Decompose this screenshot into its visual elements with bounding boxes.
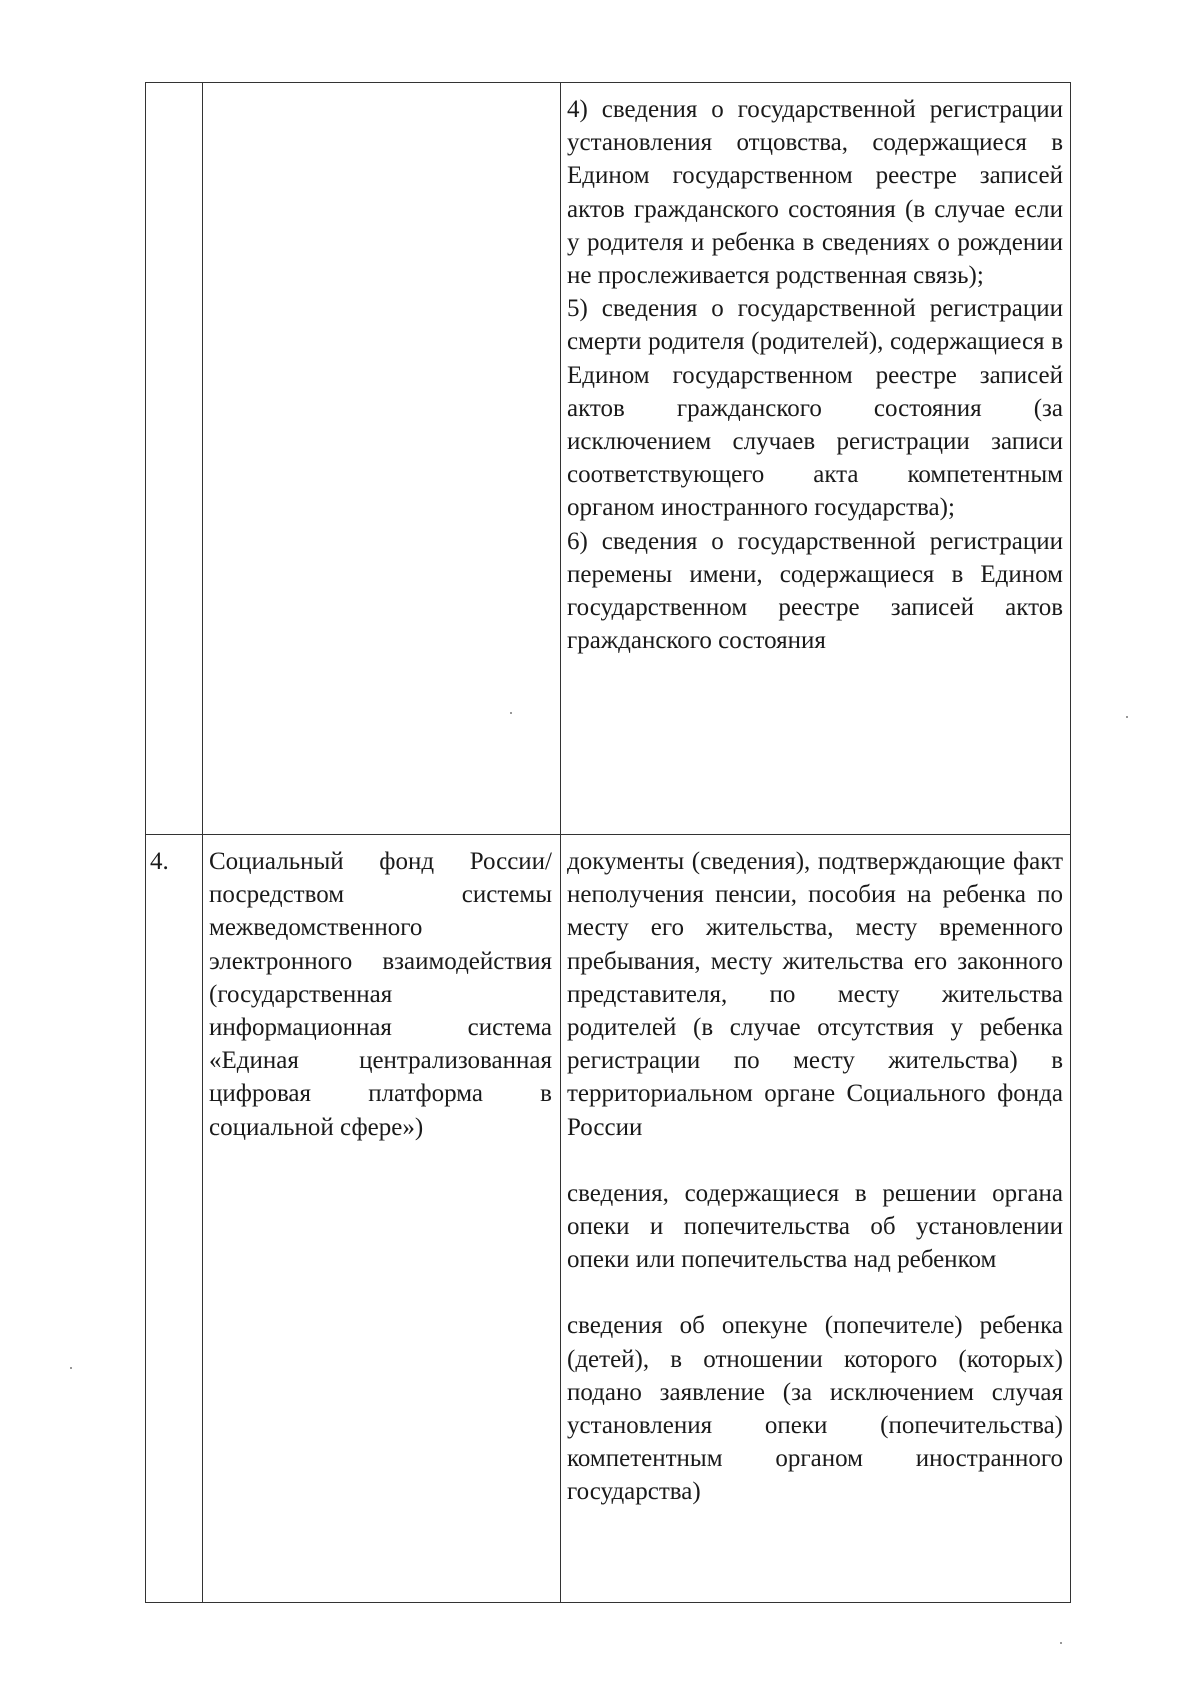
documents-cell [561,83,1071,835]
paragraph-spacer [567,1276,1063,1309]
table-row [146,83,1071,835]
scan-speck [510,712,512,714]
organization-text [203,83,560,93]
document-item: сведения об опекуне (попечителе) ребенка (детей), в отношении которого (которых) подано заявление (за исключением случая установления опеки (попечительства) компетентным органом иностранного государства) [567,1312,1063,1506]
document-item: 4) сведения о государственной регистрации установления отцовства, содержащиеся в Едином государственном реестре записей актов гражданского состояния (в случае если у родителя и ребенка в сведениях о рождении не прослеживается родственная связь); [567,96,1063,290]
row-number-cell [146,83,203,835]
row-number-cell [146,835,203,1603]
organization-text: Социальный фонд России/ посредством системы межведомственного электронного взаимодействия (государственная информационная система «Единая централизованная цифровая платформа в социальной сфере») [209,848,552,1141]
document-item: сведения, содержащиеся в решении органа опеки и попечительства об установлении опеки или попечительства над ребенком [567,1179,1063,1274]
documents-cell [561,835,1071,1603]
table-row [146,835,1071,1603]
document-item: документы (сведения), подтверждающие факт неполучения пенсии, пособия на ребенка по месту его жительства, месту временного пребывания, месту жительства его законного представителя, по месту жительства родителей (в случае отсутствия у ребенка регистрации по месту жительства) в территориальном органе Социального фонда России [567,848,1063,1141]
organization-cell [203,835,561,1603]
organization-cell [203,83,561,835]
row-number [146,83,202,93]
scan-speck [1126,716,1128,718]
document-item: 6) сведения о государственной регистрации перемены имени, содержащиеся в Едином государственном реестре записей актов гражданского состояния [567,527,1063,655]
document-item: 5) сведения о государственной регистрации смерти родителя (родителей), содержащиеся в Едином государственном реестре записей актов гражданского состояния (за исключением случаев регистрации записи соответствующего акта компетентным органом иностранного государства); [567,295,1063,522]
scan-speck [70,1367,72,1369]
scan-speck [1060,1642,1062,1644]
row-number: 4. [150,848,169,875]
document-table [145,82,1071,1603]
paragraph-spacer [567,1144,1063,1177]
